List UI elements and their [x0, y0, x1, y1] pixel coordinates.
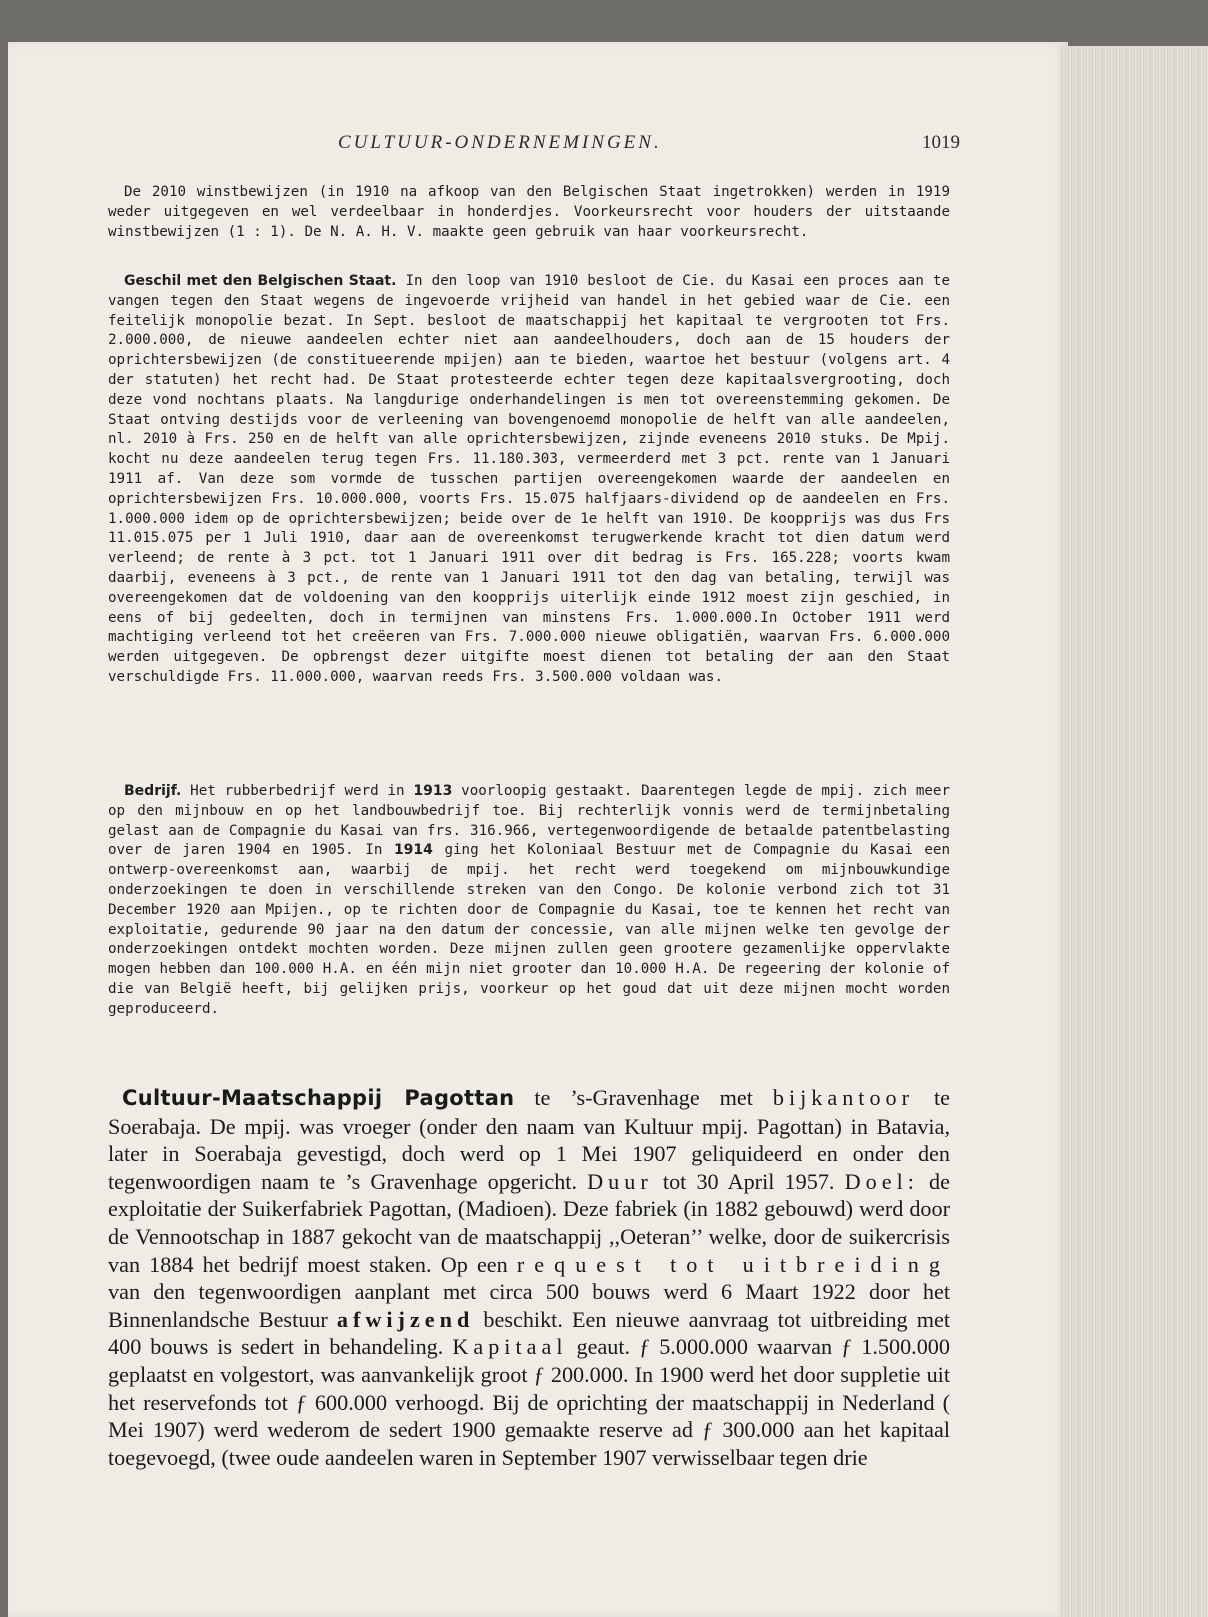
paragraph-text: ging het Koloniaal Bestuur met de Compagnie du Kasai een ontwerp-overeenkomst aan, waarbij de mpij. het recht werd toegekend om mijnbouwkundige onderzoekingen te doen in verschillende streken van den Congo. De kolonie verbond zich tot 31 December 1920 aan Mpijen., op te richten door de Compagnie du Kasai, toe te kennen het recht van exploitatie, gedurende 90 jaar na den datum der concessie, van alle mijnen welke ten gevolge der onderzoekingen ontdekt mochten worden. Deze mijnen zullen geen grootere gezamenlijke oppervlakte mogen hebben dan 100.000 H.A. en één mijn niet grooter dan 10.000 H.A. De regeering der kolonie of die van België heeft, bij gelijken prijs, voorkeur op het goud dat uit deze mijnen mocht worden geproduceerd. — [108, 842, 950, 1017]
spaced-word-doel: Doel: — [844, 1168, 919, 1194]
entry-text: beschikt. Een nieuwe aanvraag tot uitbreiding met 400 bouws is sedert in behandeling. — [108, 1306, 950, 1360]
section-heading-geschil: Geschil met den Belgischen Staat. — [124, 273, 397, 289]
bedrijf-section — [108, 782, 950, 1020]
entry-text: geaut. ƒ 5.000.000 waarvan ƒ 1.500.000 geplaatst en volgestort, was aanvankelijk groot ƒ 200.000. In 1900 werd het door suppletie uit het reservefonds tot ƒ 600.000 verhoogd. Bij de oprichting der maatschappij in Nederland ( Mei 1907) werd wederom de sedert 1900 gemaakte reserve ad ƒ 300.000 aan het kapitaal toegevoegd, (twee oude aandeelen waren in September 1907 verwisselbaar tegen drie — [108, 1334, 950, 1470]
section-heading-bedrijf: Bedrijf. — [124, 783, 182, 799]
winstbewijzen-paragraph — [108, 183, 950, 242]
year-1914: 1914 — [393, 842, 433, 859]
entry-text: van den tegenwoordigen aanplant met circa 500 bouws werd 6 Maart 1922 door het Binnenlandsche Bestuur — [108, 1279, 950, 1332]
running-head: CULTUUR-ONDERNEMINGEN. — [338, 132, 662, 153]
spaced-word-duur: Duur — [587, 1168, 653, 1194]
page-number: 1019 — [922, 132, 960, 153]
geschil-paragraph — [108, 272, 950, 688]
entry-text: te ’s-Gravenhage met — [514, 1085, 773, 1110]
spaced-word-afwijzend: afwijzend — [336, 1306, 475, 1332]
paragraph-text: voorloopig gestaakt. Daarentegen legde de mpij. zich meer op den mijnbouw en op het landbouwbedrijf toe. Bij rechterlijk vonnis werd de termijnbetaling gelast aan de Compagnie du Kasai van frs. 316.966, vertegenwoordigende de betaalde patentbelasting over de jaren 1904 en 1905. In — [108, 783, 950, 859]
book-page-edges — [1060, 46, 1208, 1617]
geschil-section — [108, 272, 950, 688]
paragraph-text: De 2010 winstbewijzen (in 1910 na afkoop van den Belgischen Staat ingetrokken) werden in 1919 weder uitgegeven en wel verdeelbaar in honderdjes. Voorkeursrecht voor houders der uitstaande winstbewijzen (1 : 1). De N. A. H. V. maakte geen gebruik van haar voorkeursrecht. — [108, 184, 950, 240]
entry-text: te Soerabaja. De mpij. was vroeger (onder den naam van Kultuur mpij. Pagottan) in Batavia, later in Soerabaja gevestigd, doch werd op 1 Mei 1907 geliquideerd en onder den tegenwoordigen naam te ’s Gravenhage opgericht. — [108, 1085, 950, 1194]
spaced-word-kapitaal: Kapitaal — [452, 1334, 568, 1360]
year-1913: 1913 — [413, 783, 453, 799]
paragraph-text: In den loop van 1910 besloot de Cie. du Kasai een proces aan te vangen tegen den Staat wegens de ingevoerde vrijheid van handel in het gebied waar de Cie. een feitelijk monopolie bezat. In Sept. besloot de maatschappij het kapitaal te vergrooten tot Frs. 2.000.000, de nieuwe aandeelen echter niet aan aandeelhouders, doch aan de 15 houders der oprichtersbewijzen (de constitueerende mpijen) aan te bieden, waartoe het bestuur (volgens art. 4 der statuten) het recht had. De Staat protesteerde echter tegen deze kapitaalsvergrooting, doch deze vond nochtans plaats. Na langdurige onderhandelingen is men tot overeenstemming gekomen. De Staat ontving destijds voor de verleening van bovengenoemd monopolie de helft van alle aandeelen, nl. 2010 à Frs. 250 en de helft van alle oprichtersbewijzen, zijnde eveneens 2010 stuks. De Mpij. kocht nu deze aandeelen terug tegen Frs. 11.180.303, vermeerderd met 3 pct. rente van 1 Januari 1911 af. Van deze som vormde de tusschen partijen overeengekomen waarde der aandeelen en oprichtersbewijzen Frs. 10.000.000, voorts Frs. 15.075 halfjaars-dividend op de aandeelen en Frs. 1.000.000 idem op de oprichtersbewijzen; beide over de 1e helft van 1910. De koopprijs was dus Frs 11.015.075 per 1 Juli 1910, daar aan de overeenkomst terugwerkende kracht tot dien datum werd verleend; de rente à 3 pct. tot 1 Januari 1911 over dit bedrag is Frs. 165.228; voorts kwam daarbij, eveneens à 3 pct., de rente van 1 Januari 1911 tot den dag van betaling, terwijl was overeengekomen dat de voldoening van den koopprijs uiterlijk einde 1912 moest zijn geschied, in eens of bij gedeelten, doch in termijnen van minstens Frs. 1.000.000.In October 1911 werd machtiging verleend tot het creëeren van Frs. 7.000.000 nieuwe obligatiën, waarvan Frs. 6.000.000 werden uitgegeven. De opbrengst dezer uitgifte moest dienen tot betaling der aan den Staat verschuldigde Frs. 11.000.000, waarvan reeds Frs. 3.500.000 voldaan was. — [108, 273, 950, 685]
company-title: Cultuur-Maatschappij Pagottan — [122, 1086, 515, 1110]
entry-text: de exploitatie der Suikerfabriek Pagottan, (Madioen). Deze fabriek (in 1882 gebouwd) werd door de Vennootschap in 1887 gekocht van de maatschappij ,,Oeteran’’ welke, door de suikercrisis van 1884 het bedrijf moest staken. Op een — [108, 1168, 950, 1277]
bedrijf-paragraph — [108, 782, 950, 1020]
spaced-word-request: request tot uitbreiding — [516, 1251, 950, 1277]
page-header — [100, 132, 960, 154]
spaced-word-bijkantoor: bijkantoor — [772, 1085, 915, 1110]
entry-text: tot 30 April 1957. — [652, 1168, 845, 1194]
paragraph-text: Het rubberbedrijf werd in — [181, 783, 414, 799]
pagottan-entry — [108, 1084, 950, 1471]
